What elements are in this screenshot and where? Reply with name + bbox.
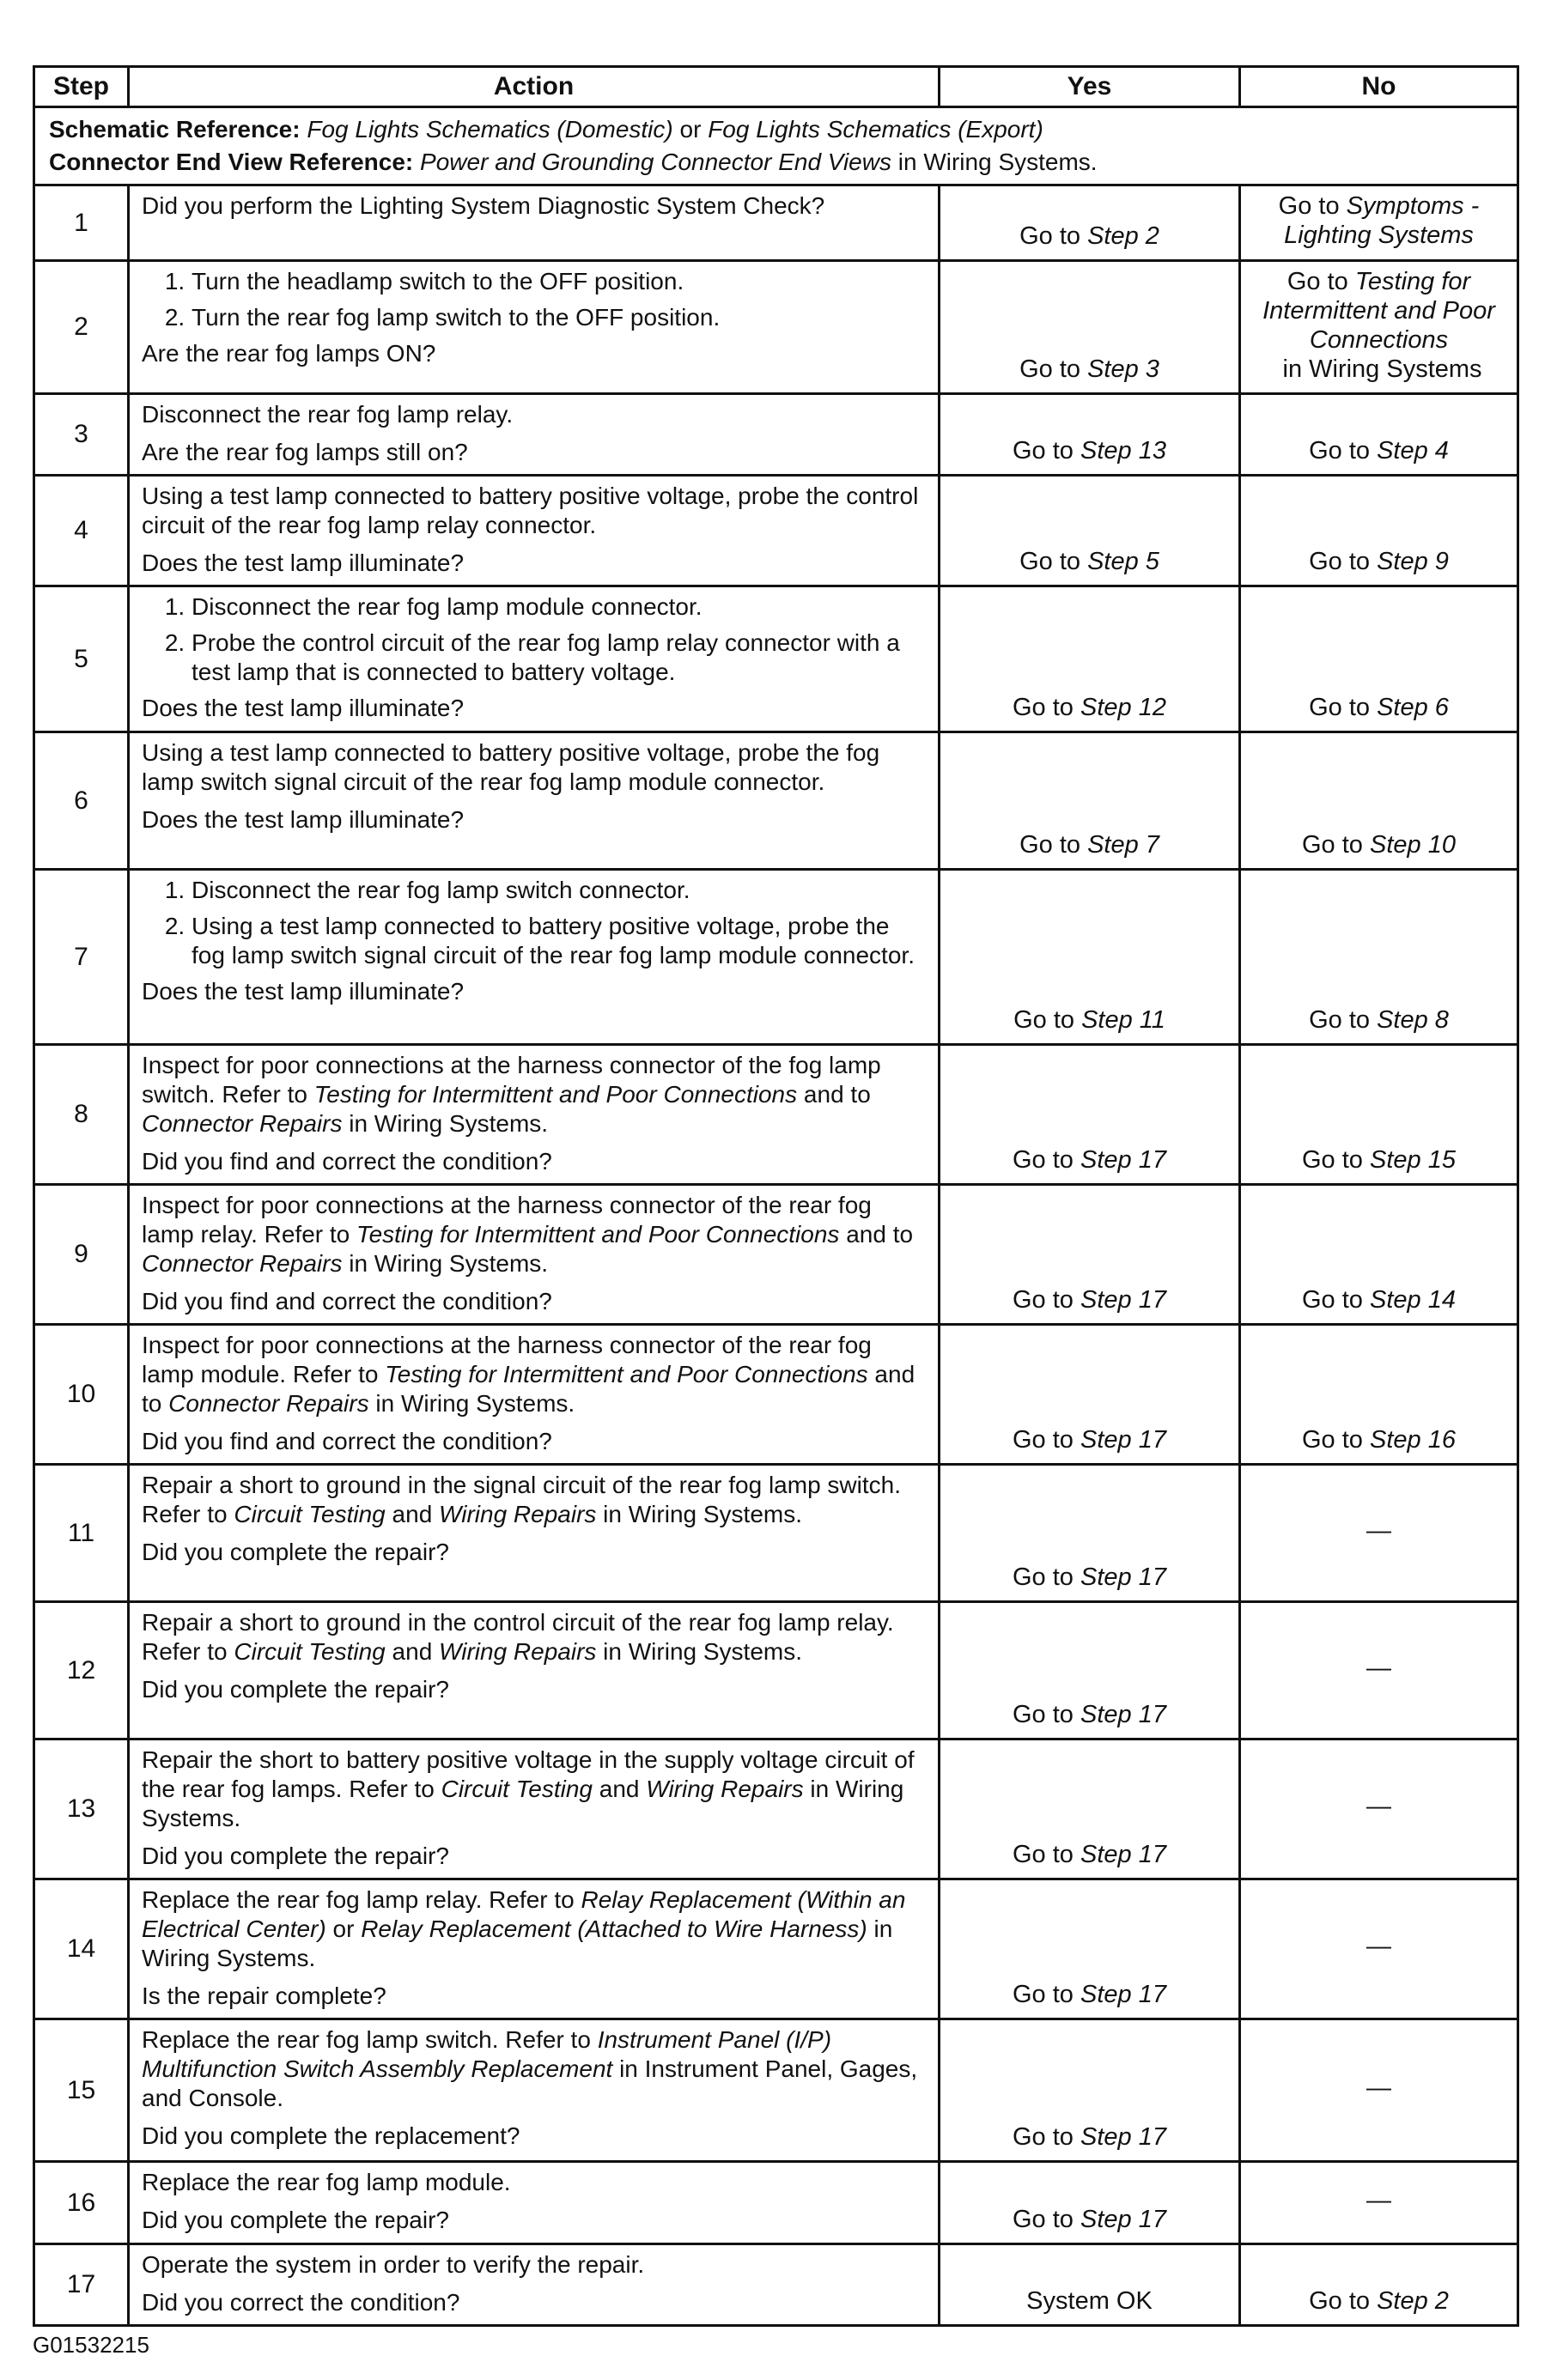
yes-cell: [940, 2162, 1240, 2244]
no-cell: [1240, 870, 1518, 1045]
schematic-reference: [49, 113, 1503, 146]
no-reference-suffix: in Wiring Systems: [1275, 355, 1482, 383]
step-number: 3: [34, 394, 129, 476]
action-question: Is the repair complete?: [142, 1982, 386, 2009]
action-cell: [129, 185, 940, 261]
yes-step-link: Step 17: [1080, 2123, 1166, 2151]
table-row: [34, 185, 1518, 261]
table-row: [34, 476, 1518, 586]
no-cell: [1240, 1185, 1518, 1325]
yes-cell: [940, 1465, 1240, 1602]
yes-step-link: Step 2: [1087, 222, 1159, 250]
reference-link: Circuit Testing: [441, 1776, 593, 1802]
goto-label: Go to: [1013, 437, 1080, 464]
action-list-item: 1. Disconnect the rear fog lamp switch connector.: [192, 876, 926, 905]
step-number: 12: [34, 1602, 129, 1739]
reference-row: [34, 107, 1518, 185]
yes-cell: [940, 185, 1240, 261]
action-question: Did you find and correct the condition?: [142, 1148, 552, 1175]
action-list-item: 2. Turn the rear fog lamp switch to the OFF position.: [192, 303, 926, 332]
yes-step-link: Step 17: [1080, 1563, 1166, 1591]
action-cell: [129, 261, 940, 394]
action-cell: [129, 394, 940, 476]
yes-cell: [940, 1185, 1240, 1325]
yes-cell: [940, 870, 1240, 1045]
action-list: [142, 876, 926, 970]
action-text: [142, 1608, 926, 1667]
action-text: Using a test lamp connected to battery positive voltage, probe the fog lamp switch signal circuit of the rear fog lamp module connector.: [142, 739, 880, 795]
yes-step-link: Step 17: [1080, 1981, 1166, 2008]
action-question: Did you find and correct the condition?: [142, 1428, 552, 1454]
action-cell: [129, 2244, 940, 2326]
action-question: Does the test lamp illuminate?: [142, 978, 465, 1005]
action-list: [142, 267, 926, 332]
action-text-part: and to: [797, 1081, 871, 1108]
action-list: [142, 592, 926, 687]
yes-cell: [940, 1739, 1240, 1879]
no-step-link: Step 6: [1377, 694, 1449, 721]
no-step-link: Step 8: [1377, 1006, 1449, 1034]
no-cell-dash: —: [1240, 2019, 1518, 2162]
action-cell: [129, 476, 940, 586]
table-row: [34, 2162, 1518, 2244]
no-cell: [1240, 732, 1518, 870]
reference-link: Connector Repairs: [142, 1250, 343, 1277]
yes-cell: [940, 586, 1240, 732]
step-number: 8: [34, 1045, 129, 1185]
action-text-part: Inspect for poor connections at the harness connector of the rear fog lamp relay. Refer to: [142, 1192, 872, 1248]
schematic-reference-label: Schematic Reference:: [49, 116, 301, 143]
table-row: [34, 2244, 1518, 2326]
step-number: 5: [34, 586, 129, 732]
goto-label: Go to: [1013, 2206, 1080, 2233]
table-row: [34, 394, 1518, 476]
action-question: Does the test lamp illuminate?: [142, 695, 465, 721]
no-reference-link: Testing for Intermittent and Poor Connections: [1262, 268, 1495, 354]
step-number: 17: [34, 2244, 129, 2326]
action-text-part: in Wiring Systems.: [596, 1638, 803, 1665]
step-number: 4: [34, 476, 129, 586]
yes-cell-system-ok: System OK: [940, 2244, 1240, 2326]
action-list-item: 1. Disconnect the rear fog lamp module connector.: [192, 592, 926, 622]
schematic-reference-or: or: [672, 116, 709, 143]
reference-link: Connector Repairs: [142, 1110, 343, 1137]
step-number: 14: [34, 1879, 129, 2019]
goto-label: Go to: [1302, 1426, 1370, 1454]
no-step-link: Step 16: [1370, 1426, 1456, 1454]
table-row: [34, 1879, 1518, 2019]
goto-label: Go to: [1013, 1981, 1080, 2008]
table-row: [34, 1739, 1518, 1879]
action-text-part: and to: [142, 1361, 915, 1417]
table-row: [34, 1602, 1518, 1739]
reference-link: Wiring Repairs: [439, 1501, 597, 1527]
header-action: Action: [129, 67, 940, 107]
connector-reference-suffix: in Wiring Systems.: [891, 149, 1098, 175]
no-cell: [1240, 1325, 1518, 1465]
action-list-item: 1. Turn the headlamp switch to the OFF position.: [192, 267, 926, 296]
action-cell: [129, 586, 940, 732]
no-step-link: Step 2: [1377, 2287, 1449, 2315]
no-cell-dash: —: [1240, 1739, 1518, 1879]
goto-label: Go to: [1302, 1286, 1370, 1314]
figure-code: G01532215: [33, 2332, 149, 2358]
goto-label: Go to: [1013, 1841, 1080, 1868]
action-cell: [129, 1045, 940, 1185]
goto-label: Go to: [1019, 831, 1088, 859]
no-cell-dash: —: [1240, 1879, 1518, 2019]
action-question: Does the test lamp illuminate?: [142, 549, 465, 576]
goto-label: Go to: [1013, 1426, 1080, 1454]
action-text: Using a test lamp connected to battery positive voltage, probe the control circuit of the rear fog lamp relay connector.: [142, 483, 919, 538]
action-text: [142, 1331, 926, 1418]
yes-cell: [940, 732, 1240, 870]
yes-step-link: Step 7: [1087, 831, 1159, 859]
yes-step-link: Step 17: [1080, 1426, 1166, 1454]
reference-link: Instrument Panel (I/P) Multifunction Switch Assembly Replacement: [142, 2026, 832, 2082]
action-text: [142, 1471, 926, 1529]
goto-label: Go to: [1302, 831, 1370, 859]
yes-cell: [940, 261, 1240, 394]
header-yes: Yes: [940, 67, 1240, 107]
yes-step-link: Step 17: [1080, 2206, 1166, 2233]
action-text-part: Replace the rear fog lamp relay. Refer to: [142, 1886, 581, 1913]
action-text-part: and: [385, 1638, 440, 1665]
no-step-link: Step 15: [1370, 1146, 1456, 1174]
yes-step-link: Step 12: [1080, 694, 1166, 721]
no-cell: [1240, 185, 1518, 261]
goto-label: Go to: [1309, 437, 1378, 464]
action-text-part: in Wiring Systems.: [368, 1390, 575, 1417]
action-question: Did you perform the Lighting System Diagnostic System Check?: [142, 192, 825, 219]
goto-label: Go to: [1013, 1006, 1082, 1034]
table-row: [34, 870, 1518, 1045]
yes-cell: [940, 1879, 1240, 2019]
action-cell: [129, 1879, 940, 2019]
schematic-reference-link-domestic: Fog Lights Schematics (Domestic): [307, 116, 673, 143]
goto-label: Go to: [1013, 2123, 1080, 2151]
yes-cell: [940, 2019, 1240, 2162]
step-number: 13: [34, 1739, 129, 1879]
action-text-part: Inspect for poor connections at the harness connector of the rear fog lamp module. Refer to: [142, 1332, 872, 1387]
action-text-part: and to: [839, 1221, 914, 1248]
no-cell: [1240, 2244, 1518, 2326]
action-text-part: in Wiring Systems.: [342, 1250, 549, 1277]
goto-label: Go to: [1309, 1006, 1378, 1034]
reference-link: Connector Repairs: [168, 1390, 369, 1417]
connector-reference-label: Connector End View Reference:: [49, 149, 414, 175]
action-question: Did you correct the condition?: [142, 2289, 460, 2316]
goto-label: Go to: [1019, 355, 1088, 383]
goto-label: Go to: [1019, 222, 1088, 250]
table-row: [34, 261, 1518, 394]
reference-link: Testing for Intermittent and Poor Connections: [385, 1361, 868, 1387]
no-cell-dash: —: [1240, 1465, 1518, 1602]
reference-link: Wiring Repairs: [646, 1776, 804, 1802]
no-cell-dash: —: [1240, 1602, 1518, 1739]
step-number: 11: [34, 1465, 129, 1602]
yes-step-link: Step 17: [1080, 1841, 1166, 1868]
table-row: [34, 1325, 1518, 1465]
action-question: Did you complete the replacement?: [142, 2122, 520, 2149]
action-text-part: and: [592, 1776, 647, 1802]
header-no: No: [1240, 67, 1518, 107]
no-step-link: Step 10: [1370, 831, 1456, 859]
action-text-part: in Wiring Systems.: [142, 1776, 904, 1831]
action-text: [142, 1191, 926, 1278]
action-question: Did you complete the repair?: [142, 1539, 449, 1565]
header-step: Step: [34, 67, 129, 107]
yes-cell: [940, 1325, 1240, 1465]
action-question: Are the rear fog lamps ON?: [142, 340, 436, 367]
reference-link: Testing for Intermittent and Poor Connections: [313, 1081, 798, 1108]
action-list-item: 2. Probe the control circuit of the rear fog lamp relay connector with a test lamp that is connected to battery voltage.: [192, 628, 926, 687]
table-row: [34, 1185, 1518, 1325]
yes-step-link: Step 17: [1080, 1701, 1166, 1728]
action-text: [142, 1051, 926, 1138]
reference-link: Testing for Intermittent and Poor Connections: [356, 1221, 840, 1248]
action-text-part: in Instrument Panel, Gages, and Console.: [142, 2055, 918, 2111]
action-text: [142, 2025, 926, 2113]
goto-label: Go to: [1013, 694, 1080, 721]
action-cell: [129, 1465, 940, 1602]
step-number: 10: [34, 1325, 129, 1465]
no-cell: [1240, 261, 1518, 394]
action-text-part: in Wiring Systems.: [596, 1501, 803, 1527]
goto-label: Go to: [1013, 1286, 1080, 1314]
no-step-link: Step 14: [1370, 1286, 1456, 1314]
yes-step-link: Step 17: [1080, 1286, 1166, 1314]
no-step-link: Step 4: [1377, 437, 1449, 464]
table-row: [34, 732, 1518, 870]
step-number: 1: [34, 185, 129, 261]
goto-label: Go to: [1302, 1146, 1370, 1174]
action-text: Replace the rear fog lamp module.: [142, 2169, 511, 2195]
action-text-part: Repair the short to battery positive voltage in the supply voltage circuit of the rear fog lamps. Refer to: [142, 1746, 915, 1802]
reference-link: Relay Replacement (Within an Electrical Center): [142, 1886, 906, 1942]
connector-reference: [49, 146, 1503, 179]
step-number: 15: [34, 2019, 129, 2162]
yes-step-link: Step 3: [1087, 355, 1159, 383]
action-cell: [129, 1185, 940, 1325]
schematic-reference-link-export: Fog Lights Schematics (Export): [708, 116, 1043, 143]
no-cell-dash: —: [1240, 2162, 1518, 2244]
action-cell: [129, 1739, 940, 1879]
action-cell: [129, 732, 940, 870]
action-question: Are the rear fog lamps still on?: [142, 439, 468, 465]
action-cell: [129, 870, 940, 1045]
goto-label: Go to: [1013, 1146, 1080, 1174]
table-row: [34, 586, 1518, 732]
table-row: [34, 1465, 1518, 1602]
table-row: [34, 1045, 1518, 1185]
action-question: Did you find and correct the condition?: [142, 1288, 552, 1314]
step-number: 7: [34, 870, 129, 1045]
goto-label: Go to: [1286, 268, 1355, 295]
goto-label: Go to: [1013, 1701, 1080, 1728]
goto-label: Go to: [1019, 548, 1088, 575]
yes-step-link: Step 13: [1080, 437, 1166, 464]
no-cell: [1240, 1045, 1518, 1185]
action-question: Did you complete the repair?: [142, 1843, 449, 1869]
step-number: 9: [34, 1185, 129, 1325]
reference-link: Circuit Testing: [234, 1501, 386, 1527]
yes-step-link: Step 11: [1081, 1006, 1165, 1034]
action-text: [142, 1885, 926, 1973]
no-cell: [1240, 394, 1518, 476]
action-question: Does the test lamp illuminate?: [142, 806, 465, 833]
action-cell: [129, 1325, 940, 1465]
action-text-part: Repair a short to ground in the signal circuit of the rear fog lamp switch. Refer to: [142, 1472, 901, 1527]
goto-label: Go to: [1309, 694, 1378, 721]
yes-cell: [940, 476, 1240, 586]
reference-cell: [34, 107, 1518, 185]
step-number: 6: [34, 732, 129, 870]
action-text-part: in Wiring Systems.: [142, 1916, 893, 1971]
action-text-part: in Wiring Systems.: [342, 1110, 549, 1137]
table-row: [34, 2019, 1518, 2162]
goto-label: Go to: [1278, 191, 1347, 220]
yes-step-link: Step 17: [1080, 1146, 1166, 1174]
no-cell: [1240, 476, 1518, 586]
reference-link: Wiring Repairs: [439, 1638, 597, 1665]
action-text: [142, 1746, 926, 1833]
action-text-part: Inspect for poor connections at the harness connector of the fog lamp switch. Refer to: [142, 1052, 881, 1108]
action-cell: [129, 2019, 940, 2162]
goto-label: Go to: [1309, 548, 1378, 575]
action-text-part: or: [325, 1916, 362, 1942]
action-cell: [129, 1602, 940, 1739]
action-text-part: Replace the rear fog lamp switch. Refer to: [142, 2026, 598, 2053]
action-text-part: and: [385, 1501, 440, 1527]
reference-link: Circuit Testing: [234, 1638, 386, 1665]
yes-step-link: Step 5: [1087, 548, 1159, 575]
step-number: 16: [34, 2162, 129, 2244]
step-number: 2: [34, 261, 129, 394]
goto-label: Go to: [1309, 2287, 1378, 2315]
yes-cell: [940, 1602, 1240, 1739]
no-step-link: Step 9: [1377, 548, 1449, 575]
action-text: Operate the system in order to verify the repair.: [142, 2251, 645, 2278]
connector-reference-link: Power and Grounding Connector End Views: [420, 149, 891, 175]
action-list-item: 2. Using a test lamp connected to battery positive voltage, probe the fog lamp switch signal circuit of the rear fog lamp module connector.: [192, 912, 926, 970]
no-cell: [1240, 586, 1518, 732]
header-row: [34, 67, 1518, 107]
yes-cell: [940, 1045, 1240, 1185]
action-question: Did you complete the repair?: [142, 2207, 449, 2233]
no-reference-link: Symptoms - Lighting Systems: [1284, 191, 1480, 249]
reference-link: Relay Replacement (Attached to Wire Harness): [361, 1916, 867, 1942]
yes-cell: [940, 394, 1240, 476]
action-question: Did you complete the repair?: [142, 1676, 449, 1703]
action-cell: [129, 2162, 940, 2244]
goto-label: Go to: [1013, 1563, 1080, 1591]
diagnostic-table: [33, 65, 1519, 2327]
action-text: Disconnect the rear fog lamp relay.: [142, 401, 514, 428]
action-text-part: Repair a short to ground in the control circuit of the rear fog lamp relay. Refer to: [142, 1609, 894, 1665]
